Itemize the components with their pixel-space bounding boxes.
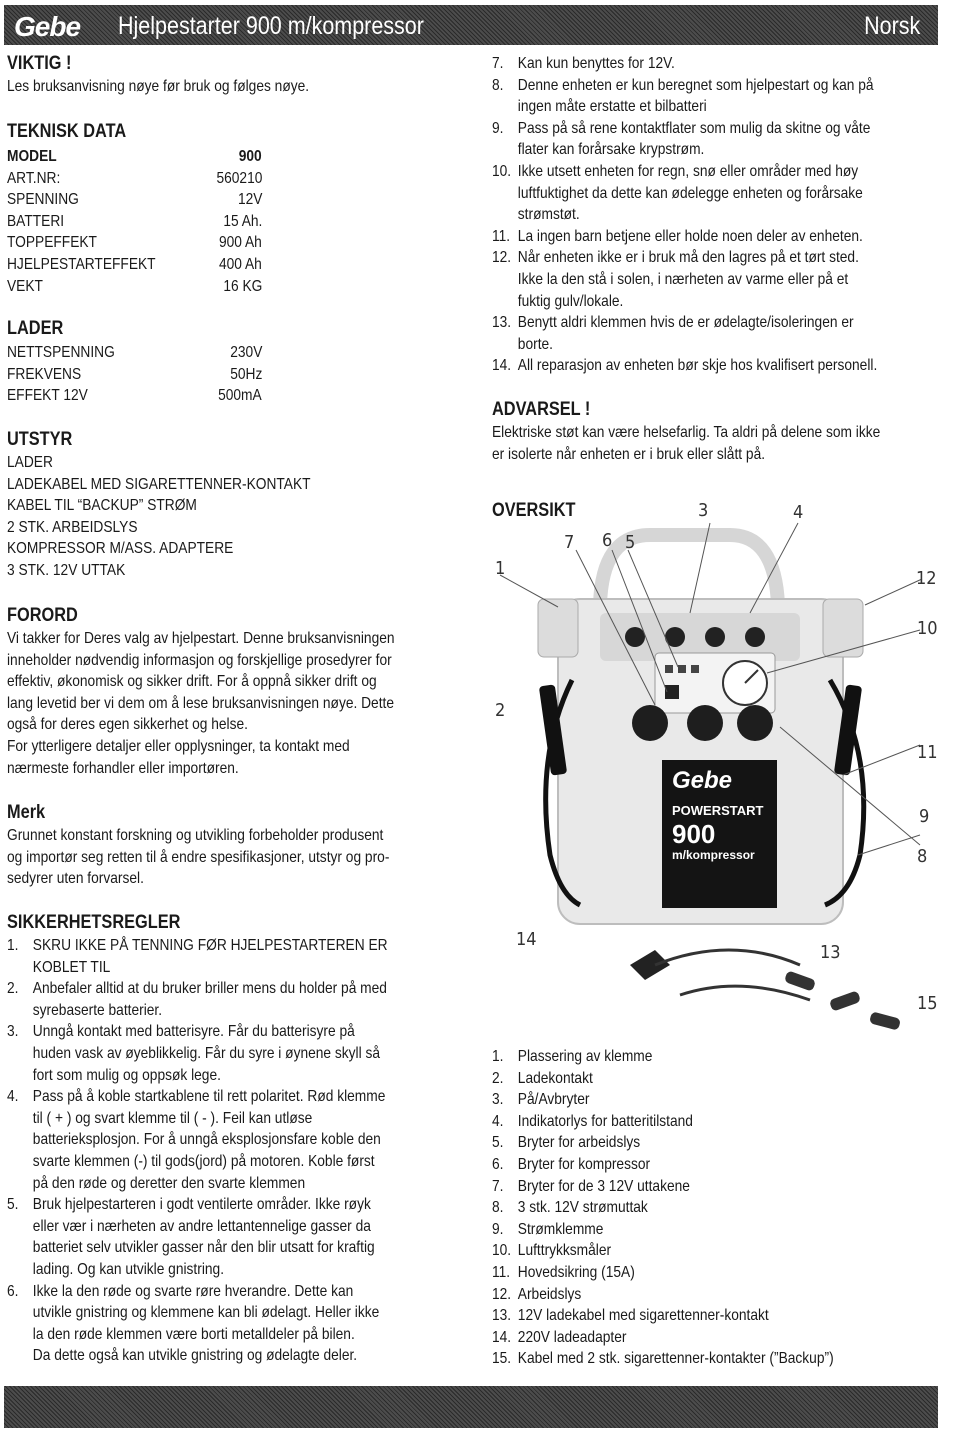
table-row (7, 276, 307, 298)
list-item (492, 1240, 952, 1262)
device-model-line: POWERSTART (672, 803, 764, 818)
safety-rule (7, 1194, 477, 1280)
socket-icon (625, 627, 645, 647)
safety-rule (7, 978, 477, 1021)
safety-rule (492, 355, 952, 377)
rule-number: 9. (492, 119, 504, 137)
utstyr-section (7, 428, 467, 582)
list-item: LADER (7, 454, 53, 471)
table-row (7, 232, 307, 254)
callout-6: 6 (602, 530, 613, 551)
rule-number: 3. (7, 1023, 19, 1041)
spec-value: 400 Ah (219, 256, 262, 273)
rule-text-continued: syrebaserte batterier. (32, 1001, 163, 1019)
spec-key: ART.NR: (7, 169, 61, 187)
rule-text-continued: til ( + ) og svart klemme til ( - ). Feil kan utløse (32, 1109, 313, 1127)
forord-title: FORORD (7, 605, 78, 626)
list-item: 3 STK. 12V UTTAK (7, 561, 126, 579)
rule-text: Ikke la den røde og svarte røre hverandre. Dette kan (32, 1282, 354, 1300)
list-item (492, 1305, 952, 1327)
part-label: Arbeidslys (517, 1285, 582, 1303)
rule-number: 10. (492, 162, 512, 180)
rule-text: All reparasjon av enheten bør skje hos kvalifisert personell. (517, 357, 878, 375)
advarsel-section (492, 398, 952, 465)
rule-text-continued: Da dette også kan utvikle gnistring og ødelagte deler. (32, 1347, 358, 1365)
part-label: Bryter for kompressor (517, 1155, 651, 1173)
paragraph-line: Vi takker for Deres valg av hjelpestart. Denne bruksanvisningen (7, 630, 395, 647)
warning-text: Les bruksanvisning nøye før bruk og følges nøye. (7, 78, 310, 95)
rule-number: 14. (492, 357, 512, 375)
safety-rule (7, 1086, 477, 1194)
part-label: 220V ladeadapter (517, 1328, 627, 1346)
socket-icon (705, 627, 725, 647)
rule-text-continued: la den røde klemmen være borti metalldeler på bilen. (32, 1325, 355, 1343)
rule-number: 2. (7, 980, 19, 998)
spec-value: 15 Ah. (222, 212, 262, 230)
spec-value: 560210 (216, 169, 262, 187)
warning-title: VIKTIG ! (7, 53, 72, 74)
rule-text-continued: KOBLET TIL (32, 958, 111, 976)
part-number: 10. (492, 1242, 512, 1260)
part-label: Lufttrykksmåler (517, 1242, 612, 1260)
paragraph-line: er isolerte når enheten er i bruk eller slått på. (492, 445, 766, 463)
rule-text-continued: eller vær i nærheten av andre lettantennelige gasser da (32, 1217, 371, 1235)
safety-continued (492, 53, 952, 377)
part-number: 1. (492, 1048, 504, 1065)
safety-rule (7, 1281, 477, 1367)
lader-heading (7, 317, 72, 341)
rule-number: 12. (492, 249, 512, 267)
rule-text-continued: lading. Og kan utvikle gnistring. (32, 1260, 225, 1278)
oversikt-title: OVERSIKT (492, 500, 576, 521)
part-label: Hovedsikring (15A) (517, 1263, 635, 1281)
rule-text-continued: luftfuktighet da dette kan ødelegge enheten og forårsake (517, 184, 863, 202)
merk-title: Merk (7, 802, 46, 823)
rule-number: 7. (492, 55, 504, 72)
list-item: 2 STK. ARBEIDSLYS (7, 518, 138, 536)
part-number: 2. (492, 1069, 504, 1087)
device-model-number: 900 (672, 819, 716, 849)
rule-text-continued: på den røde og deretter den svarte klemmen (32, 1174, 306, 1192)
spec-value: 900 (239, 148, 262, 165)
callout-1: 1 (495, 558, 506, 579)
spec-key: HJELPESTARTEFFEKT (7, 256, 156, 273)
part-label: Bryter for arbeidslys (517, 1134, 641, 1152)
callout-13: 13 (820, 942, 841, 963)
part-number: 6. (492, 1155, 504, 1173)
table-row (7, 146, 307, 168)
outlet-icon (632, 705, 668, 741)
rule-number: 11. (492, 227, 511, 245)
outlet-icon (737, 705, 773, 741)
paragraph-line: nærmeste forhandler eller importøren. (7, 759, 239, 777)
table-row (7, 168, 307, 190)
rule-text-continued: huden vask av øyeblikkelig. Får du syre i øynene skyll så (32, 1044, 381, 1062)
spec-key: FREKVENS (7, 365, 82, 383)
lader-table (7, 342, 307, 408)
brand-logo: Gebe (14, 11, 81, 42)
part-label: Indikatorlys for batteritilstand (517, 1112, 693, 1130)
safety-rule (7, 935, 477, 978)
part-label: Bryter for de 3 12V uttakene (517, 1177, 690, 1195)
list-item (492, 1132, 952, 1154)
list-item (492, 1327, 952, 1349)
callout-15: 15 (917, 993, 938, 1014)
paragraph-line: Grunnet konstant forskning og utvikling forbeholder produsent (7, 827, 384, 844)
page-title: Hjelpestarter 900 m/kompressor (118, 12, 424, 40)
header-band (4, 5, 938, 45)
switch-icon (665, 685, 679, 699)
part-number: 12. (492, 1285, 512, 1303)
spec-value: 50Hz (229, 365, 262, 383)
list-item (492, 1197, 952, 1219)
paragraph-line: lang levetid ber vi dem om å lese bruksanvisningen nøye. Dette (7, 694, 395, 712)
warning-section (7, 52, 467, 98)
plug-icon (784, 970, 816, 992)
language-label: Norsk (863, 12, 920, 40)
list-item (492, 1176, 952, 1198)
tech-heading (7, 120, 146, 144)
socket-icon (745, 627, 765, 647)
callout-7: 7 (564, 532, 575, 553)
safety-rule (492, 75, 952, 118)
rule-text: Når enheten ikke er i bruk må den lagres på et tørt sted. (517, 249, 859, 267)
rule-text-continued: utvikle gnistring og klemmene kan bli ødelagt. Heller ikke (32, 1304, 380, 1322)
callout-3: 3 (698, 500, 709, 521)
part-number: 8. (492, 1199, 504, 1217)
safety-title: SIKKERHETSREGLER (7, 912, 181, 933)
paragraph-line: sedyrer uten forvarsel. (7, 870, 144, 888)
rule-text-continued: svarte klemmen (-) til gods(jord) på motoren. Koble først (32, 1152, 375, 1170)
utstyr-title: UTSTYR (7, 429, 73, 450)
rule-number: 4. (7, 1088, 19, 1106)
callout-8: 8 (917, 846, 928, 867)
parts-list (492, 1046, 952, 1370)
spec-key: BATTERI (7, 212, 65, 230)
rule-text-continued: strømstøt. (517, 206, 580, 224)
rule-number: 5. (7, 1196, 19, 1214)
product-illustration (480, 495, 950, 1040)
lader-title: LADER (7, 318, 64, 339)
list-item (492, 1068, 952, 1090)
table-row (7, 211, 307, 233)
part-label: Strømklemme (517, 1220, 604, 1238)
spec-value: 230V (229, 344, 262, 361)
rule-number: 6. (7, 1282, 19, 1300)
safety-rule (7, 1021, 477, 1086)
part-number: 15. (492, 1350, 512, 1368)
rule-text-continued: ingen måte erstatte et bilbatteri (517, 98, 707, 116)
spec-value: 500mA (218, 387, 262, 405)
safety-rule (492, 53, 952, 75)
safety-rule (492, 118, 952, 161)
list-item (492, 1089, 952, 1111)
footer-band (4, 1386, 938, 1428)
list-item (492, 1154, 952, 1176)
callout-12: 12 (916, 568, 937, 589)
tech-title: TEKNISK DATA (7, 121, 127, 142)
safety-rules-part1 (7, 935, 477, 1367)
rule-text-continued: fuktig gulv/lokale. (517, 292, 624, 310)
spec-key: TOPPEFFEKT (7, 234, 97, 252)
list-item (492, 1284, 952, 1306)
callout-9: 9 (919, 806, 930, 827)
callout-10: 10 (917, 618, 938, 639)
part-number: 3. (492, 1091, 504, 1109)
safety-rule (492, 226, 952, 248)
part-label: På/Avbryter (517, 1091, 590, 1109)
paragraph-line: For ytterligere detaljer eller opplysninger, ta kontakt med (7, 737, 350, 755)
list-item (492, 1219, 952, 1241)
part-label: Kabel med 2 stk. sigarettenner-kontakter (”Backup”) (517, 1350, 834, 1368)
part-number: 7. (492, 1177, 504, 1195)
table-row (7, 254, 307, 276)
paragraph-line: og importør seg retten til å endre spesifikasjoner, utstyr og pro- (7, 848, 390, 866)
part-label: Ladekontakt (517, 1069, 593, 1087)
spec-key: MODEL (7, 148, 57, 165)
device-model-suffix: m/kompressor (672, 848, 755, 862)
rule-text: Ikke utsett enheten for regn, snø eller områder med høy (517, 162, 859, 180)
safety-rule (492, 247, 952, 312)
table-row (7, 189, 307, 211)
list-item (492, 1046, 952, 1068)
rule-text: Bruk hjelpestarteren i godt ventilerte områder. Ikke røyk (32, 1196, 371, 1214)
rule-text: Pass på å koble startkablene til rett polaritet. Rød klemme (32, 1088, 386, 1106)
safety-rule (492, 161, 952, 226)
spec-value: 16 KG (222, 277, 262, 295)
part-number: 13. (492, 1307, 512, 1325)
list-item: KABEL TIL “BACKUP” STRØM (7, 497, 197, 515)
forord-section (7, 604, 527, 779)
safety-rule (492, 312, 952, 355)
rule-number: 1. (7, 937, 19, 954)
rule-number: 8. (492, 76, 504, 94)
right-light-icon (823, 599, 863, 657)
list-item (492, 1348, 952, 1370)
part-number: 14. (492, 1328, 512, 1346)
spec-key: SPENNING (7, 191, 79, 209)
rule-text: Denne enheten er kun beregnet som hjelpestart og kan på (517, 76, 874, 94)
callout-5: 5 (625, 532, 636, 553)
part-number: 4. (492, 1112, 504, 1130)
part-number: 11. (492, 1263, 511, 1281)
spec-value: 12V (237, 191, 262, 209)
plug-icon (869, 1011, 901, 1030)
part-number: 5. (492, 1134, 504, 1152)
spec-key: VEKT (7, 277, 43, 295)
advarsel-title: ADVARSEL ! (492, 399, 591, 420)
list-item (492, 1111, 952, 1133)
part-label: 3 stk. 12V strømuttak (517, 1199, 648, 1217)
paragraph-line: effektiv, økonomisk og sikker drift. For å oppnå sikker drift og (7, 673, 377, 691)
list-item: KOMPRESSOR M/ASS. ADAPTERE (7, 540, 234, 558)
rule-text-continued: Ikke la den stå i solen, i nærheten av varme eller på et (517, 270, 849, 288)
merk-section (7, 801, 527, 890)
tech-table (7, 146, 307, 306)
adapter-icon (630, 950, 670, 980)
plug-icon (829, 990, 861, 1012)
callout-14: 14 (516, 929, 537, 950)
rule-text-continued: borte. (517, 335, 553, 353)
rule-text: SKRU IKKE PÅ TENNING FØR HJELPESTARTEREN ER (32, 937, 388, 954)
paragraph-line: også for deres egen sikkerhet og helse. (7, 716, 248, 734)
paragraph-line: Elektriske støt kan være helsefarlig. Ta aldri på delene som ikke (492, 424, 881, 441)
rule-text: Pass på så rene kontaktflater som mulig da skitne og våte (517, 119, 871, 137)
rule-text: Kan kun benyttes for 12V. (517, 55, 675, 72)
callout-4: 4 (793, 502, 804, 523)
left-light-icon (538, 599, 578, 657)
callout-2: 2 (495, 700, 506, 721)
callout-11: 11 (917, 742, 938, 763)
paragraph-line: inneholder nødvendig informasjon og forskjellige prosedyrer for (7, 651, 392, 669)
part-label: Plassering av klemme (517, 1048, 653, 1065)
rule-text-continued: fort som mulig og oppsøk lege. (32, 1066, 221, 1084)
rule-text: Anbefaler alltid at du bruker briller mens du holder på med (32, 980, 387, 998)
rule-number: 13. (492, 314, 512, 332)
rule-text: Unngå kontakt med batterisyre. Får du batterisyre på (32, 1023, 355, 1041)
outlet-icon (687, 705, 723, 741)
safety-rules-part2 (492, 53, 952, 377)
spec-key: NETTSPENNING (7, 344, 115, 361)
device-logo: Gebe (672, 767, 733, 794)
safety-section (7, 911, 477, 1367)
list-item (492, 1262, 952, 1284)
rule-text-continued: batterieksplosjon. For å unngå eksplosjonsfare koble den (32, 1131, 381, 1149)
spec-key: EFFEKT 12V (7, 387, 88, 405)
rule-text-continued: flater kan forårsake krypstrøm. (517, 141, 705, 159)
part-label: 12V ladekabel med sigarettenner-kontakt (517, 1307, 769, 1325)
rule-text-continued: batteriet selv utvikler gasser når den blir utsatt for kraftig (32, 1239, 375, 1257)
rule-text: La ingen barn betjene eller holde noen deler av enheten. (517, 227, 863, 245)
list-item: LADEKABEL MED SIGARETTENNER-KONTAKT (7, 475, 311, 493)
rule-text: Benytt aldri klemmen hvis de er ødelagte/isoleringen er (517, 314, 854, 332)
part-number: 9. (492, 1220, 504, 1238)
spec-value: 900 Ah (219, 234, 262, 252)
